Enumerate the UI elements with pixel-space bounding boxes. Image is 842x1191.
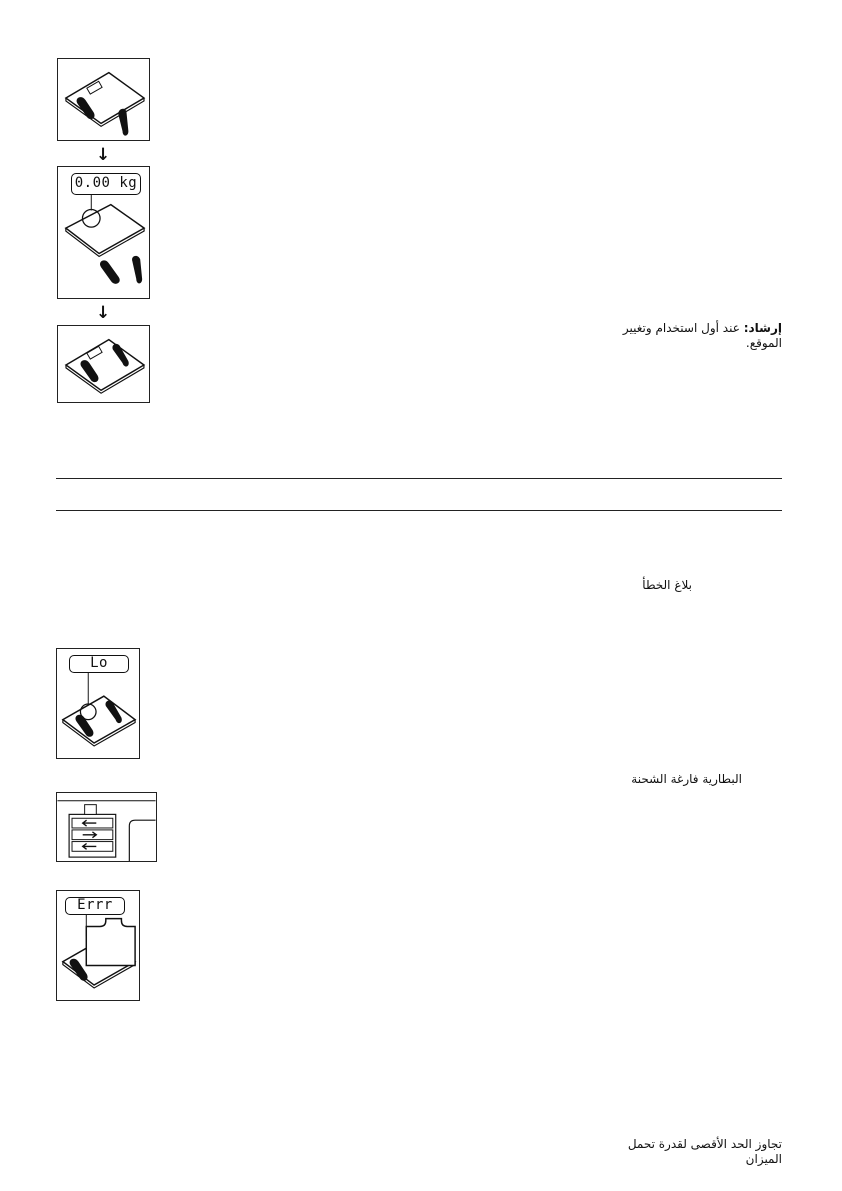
overload-text — [562, 1137, 782, 1167]
down-arrow-icon: ↓ — [96, 303, 111, 323]
figure-stand-on-scale — [57, 325, 150, 403]
scale-feet-illustration — [58, 59, 149, 140]
error-section-title: بلاغ الخطأ — [642, 578, 692, 592]
overload-line1: تجاوز الحد الأقصى لقدرة تحمل — [627, 1137, 782, 1151]
battery-compartment-illustration — [57, 793, 156, 861]
weight-display: 0.00 kg — [71, 173, 141, 195]
overload-line2: الميزان — [745, 1152, 782, 1166]
figure-battery-compartment — [56, 792, 157, 862]
figure-step-on-scale — [57, 58, 150, 141]
divider-top — [56, 478, 782, 479]
figure-zero-display — [57, 166, 150, 299]
tip-text: عند أول استخدام وتغيير — [622, 321, 740, 335]
lo-display: Lo — [69, 655, 129, 673]
errr-display: Errr — [65, 897, 125, 915]
down-arrow-icon: ↓ — [96, 145, 111, 165]
divider-bottom — [56, 510, 782, 511]
battery-empty-text: البطارية فارغة الشحنة — [631, 772, 742, 786]
figure-overload-display — [56, 890, 140, 1001]
tip-label: إرشاد: — [743, 321, 782, 335]
tip-line2: الموقع. — [745, 336, 782, 350]
scale-standing-illustration — [58, 326, 149, 402]
tip-paragraph — [582, 321, 782, 351]
figure-low-battery-display — [56, 648, 140, 759]
